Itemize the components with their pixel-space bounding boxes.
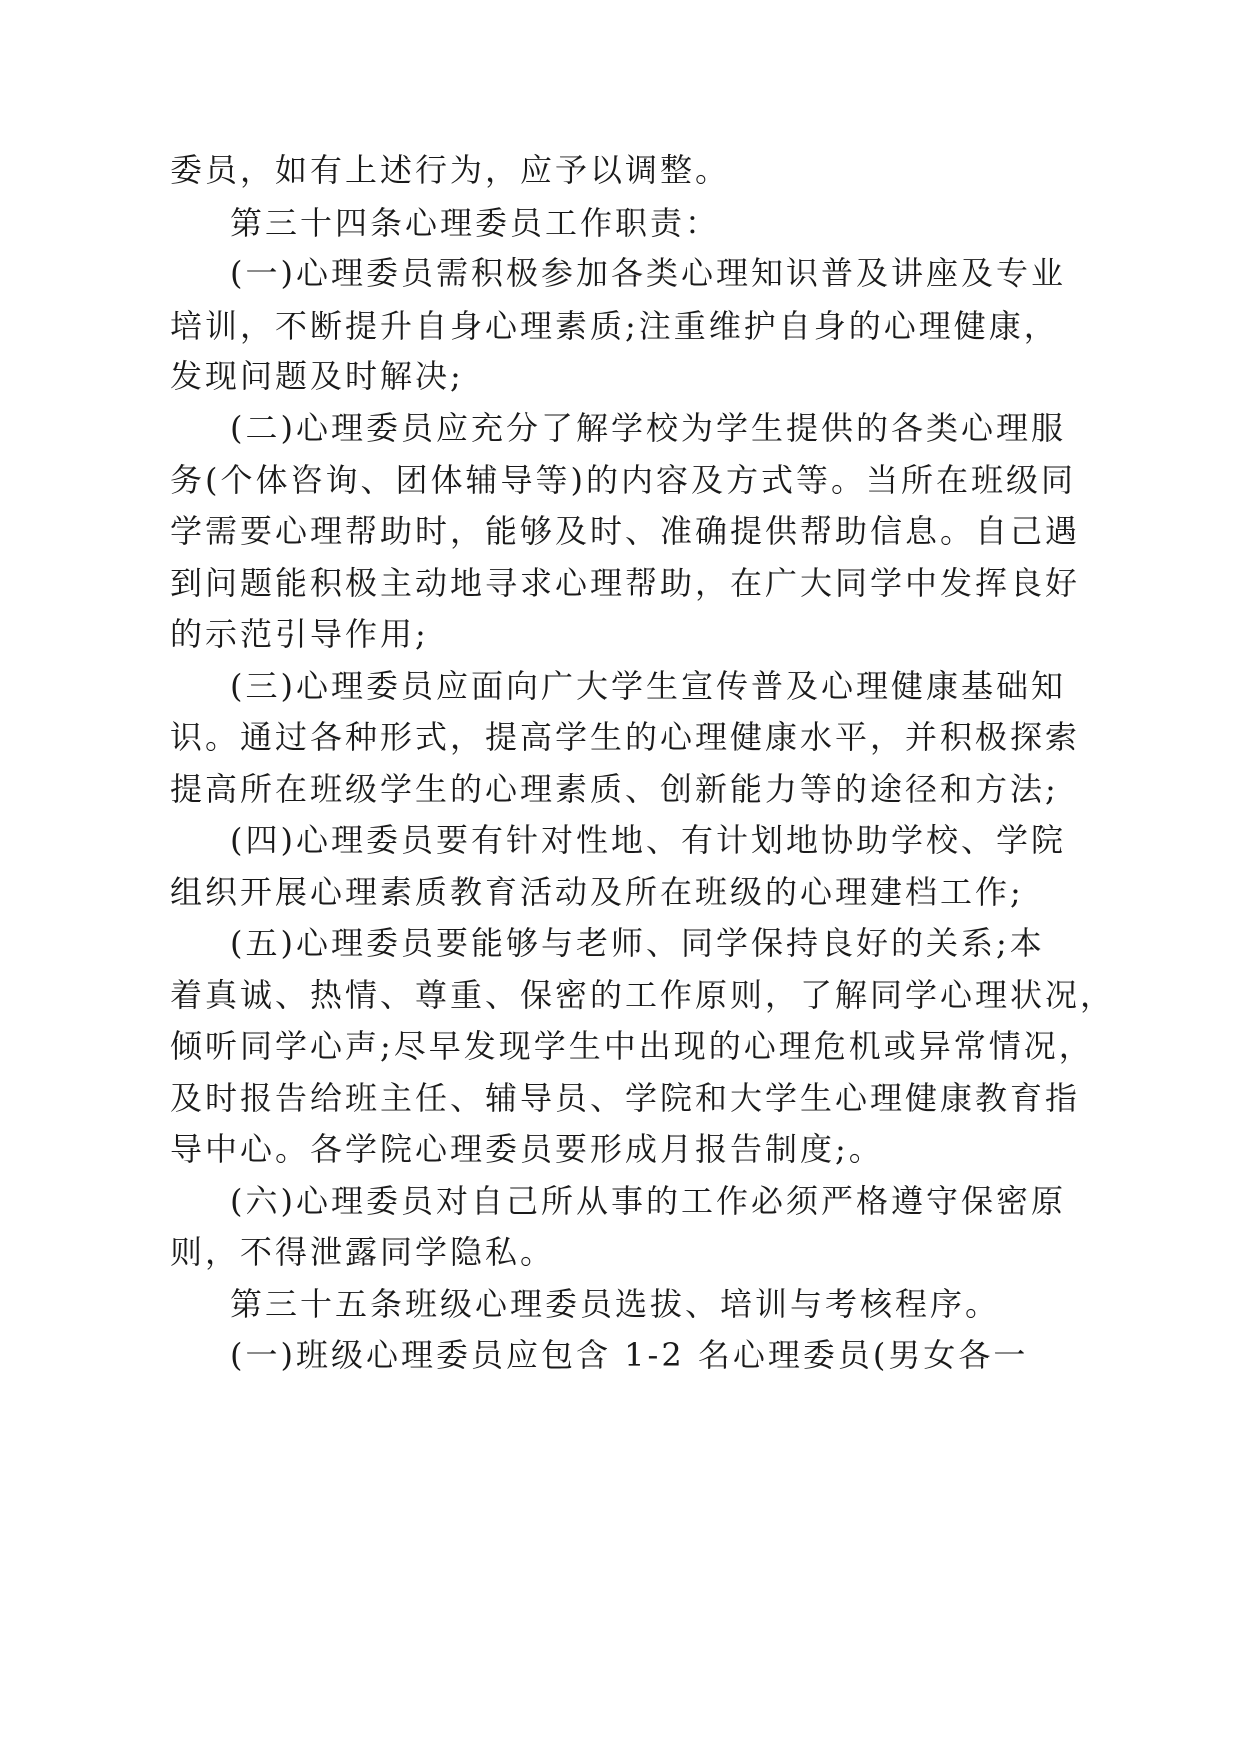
- line-text: (一)心理委员需积极参加各类心理知识普及讲座及专业: [230, 254, 1066, 292]
- text-line: [0, 408, 1241, 448]
- text-line: [0, 614, 1241, 654]
- text-line: [0, 975, 1241, 1015]
- text-line: [0, 150, 1241, 190]
- line-text: 到问题能积极主动地寻求心理帮助，在广大同学中发挥良好: [170, 564, 1081, 602]
- line-text: 学需要心理帮助时，能够及时、准确提供帮助信息。自己遇: [170, 512, 1081, 550]
- text-line: [0, 769, 1241, 809]
- line-text: 导中心。各学院心理委员要形成月报告制度;。: [170, 1130, 884, 1168]
- line-text: 及时报告给班主任、辅导员、学院和大学生心理健康教育指: [170, 1079, 1081, 1117]
- text-line: [0, 1232, 1241, 1272]
- line-text: 着真诚、热情、尊重、保密的工作原则，了解同学心理状况，: [170, 976, 1116, 1014]
- line-text: 务(个体咨询、团体辅导等)的内容及方式等。当所在班级同: [170, 461, 1076, 499]
- text-line: [0, 666, 1241, 706]
- line-text: 培训，不断提升自身心理素质;注重维护自身的心理健康，: [170, 307, 1059, 345]
- text-line: [0, 923, 1241, 963]
- line-text: 识。通过各种形式，提高学生的心理健康水平，并积极探索: [170, 718, 1081, 756]
- line-text: 委员，如有上述行为，应予以调整。: [170, 151, 731, 189]
- line-text: (四)心理委员要有针对性地、有计划地协助学校、学院: [230, 821, 1066, 859]
- line-text: 发现问题及时解决;: [170, 357, 464, 395]
- text-line: [0, 1026, 1241, 1066]
- text-line: [0, 1181, 1241, 1221]
- text-line: [0, 511, 1241, 551]
- line-text: (一)班级心理委员应包含 1-2 名心理委员(男女各一: [230, 1336, 1029, 1374]
- line-text: 第三十五条班级心理委员选拔、培训与考核程序。: [230, 1285, 1001, 1323]
- text-line: [0, 306, 1241, 346]
- line-text: 组织开展心理素质教育活动及所在班级的心理建档工作;: [170, 873, 1024, 911]
- line-text: 则，不得泄露同学隐私。: [170, 1233, 556, 1271]
- line-text: 提高所在班级学生的心理素质、创新能力等的途径和方法;: [170, 770, 1059, 808]
- text-line: [0, 1129, 1241, 1169]
- line-text: 第三十四条心理委员工作职责：: [230, 204, 721, 242]
- text-line: [0, 717, 1241, 757]
- text-line: [0, 1078, 1241, 1118]
- line-text: 的示范引导作用;: [170, 615, 429, 653]
- text-line: [0, 1335, 1241, 1375]
- line-text: 倾听同学心声;尽早发现学生中出现的心理危机或异常情况，: [170, 1027, 1094, 1065]
- text-line: [0, 1284, 1241, 1324]
- text-line: [0, 203, 1241, 243]
- text-line: [0, 356, 1241, 396]
- text-line: [0, 253, 1241, 293]
- line-text: (三)心理委员应面向广大学生宣传普及心理健康基础知: [230, 667, 1066, 705]
- text-line: [0, 563, 1241, 603]
- line-text: (六)心理委员对自己所从事的工作必须严格遵守保密原: [230, 1182, 1066, 1220]
- text-line: [0, 872, 1241, 912]
- line-text: (五)心理委员要能够与老师、同学保持良好的关系;本: [230, 924, 1045, 962]
- line-text: (二)心理委员应充分了解学校为学生提供的各类心理服: [230, 409, 1066, 447]
- text-line: [0, 820, 1241, 860]
- text-line: [0, 460, 1241, 500]
